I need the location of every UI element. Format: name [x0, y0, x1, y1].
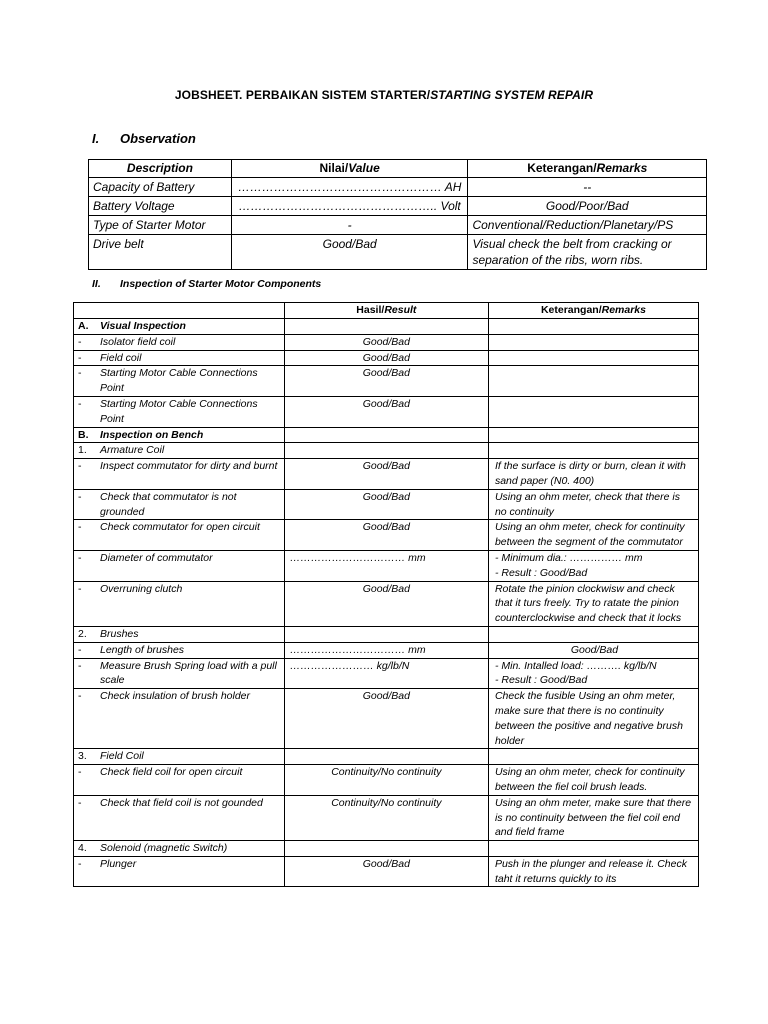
- header-text: Nilai/: [319, 161, 349, 175]
- cell-result: Good/Bad: [284, 334, 488, 350]
- cell-remarks: [488, 350, 698, 366]
- cell-remarks: --: [468, 178, 707, 197]
- remark-line: - Minimum dia.: …………… mm: [494, 551, 643, 564]
- cell-description: Drive belt: [89, 235, 232, 270]
- cell-item: [74, 642, 285, 658]
- cell-remarks: [488, 626, 698, 642]
- cell-result: Good/Bad: [284, 520, 488, 551]
- table-row: [74, 334, 699, 350]
- table-row: [74, 489, 699, 520]
- remark-line: Using an ohm meter, make sure that there is no continuity between the fiel coil end and field frame: [494, 796, 692, 839]
- item-bullet: -: [78, 659, 82, 672]
- cell-item: [74, 689, 285, 749]
- cell-result: [284, 443, 488, 459]
- table-row: [89, 216, 707, 235]
- header-text: Keterangan/: [540, 304, 602, 316]
- cell-remarks: [488, 366, 698, 397]
- item-bullet: 3.: [78, 750, 87, 763]
- table-row: [74, 350, 699, 366]
- cell-item: [74, 841, 285, 857]
- table-row: [74, 642, 699, 658]
- cell-item: [74, 581, 285, 626]
- observation-table: [88, 159, 707, 270]
- header-text-italic: Remarks: [601, 304, 646, 316]
- item-bullet: 2.: [78, 627, 87, 640]
- item-label: Visual Inspection: [100, 320, 186, 332]
- item-label: Field Coil: [100, 750, 144, 763]
- cell-description: Type of Starter Motor: [89, 216, 232, 235]
- item-bullet: -: [78, 690, 82, 703]
- remark-line: Using an ohm meter, check for continuity between the fiel coil brush leads.: [494, 766, 685, 793]
- cell-item: [74, 489, 285, 520]
- cell-item: [74, 350, 285, 366]
- item-label: Check that field coil is not gounded: [100, 796, 263, 809]
- cell-remarks: [488, 319, 698, 335]
- item-label: Check field coil for open circuit: [100, 766, 243, 779]
- inspection-header-remarks: [488, 303, 698, 319]
- remark-line: - Result : Good/Bad: [494, 566, 588, 579]
- cell-result: Continuity/No continuity: [284, 795, 488, 840]
- cell-item: [74, 334, 285, 350]
- cell-result: Good/Bad: [284, 366, 488, 397]
- cell-item: [74, 765, 285, 796]
- item-bullet: A.: [78, 320, 89, 332]
- cell-item: [74, 550, 285, 581]
- item-label: Inspect commutator for dirty and burnt: [100, 460, 278, 473]
- cell-item: [74, 626, 285, 642]
- remark-line: - Min. Intalled load: ………. kg/lb/N: [494, 659, 657, 672]
- table-row: [89, 235, 707, 270]
- section-1-label: Observation: [120, 131, 196, 146]
- cell-remarks: Good/Poor/Bad: [468, 197, 707, 216]
- cell-result: …………………… kg/lb/N: [284, 658, 488, 689]
- cell-item: [74, 795, 285, 840]
- inspection-header-result: [284, 303, 488, 319]
- header-text-italic: Value: [348, 161, 380, 175]
- cell-remarks: [488, 795, 698, 840]
- cell-value: -: [231, 216, 468, 235]
- inspection-table: [73, 302, 699, 887]
- cell-remarks: [488, 459, 698, 490]
- item-label: Check that commutator is not grounded: [100, 490, 237, 518]
- remark-line: Rotate the pinion clockwisw and check that it turs freely. Try to ratate the pinion counterclockwise and check that it locks: [494, 582, 682, 625]
- header-text: Keterangan/: [527, 161, 597, 175]
- cell-remarks: [488, 689, 698, 749]
- item-label: Length of brushes: [100, 643, 185, 656]
- cell-result: Good/Bad: [284, 489, 488, 520]
- section-2-number: II.: [92, 278, 101, 290]
- item-bullet: -: [78, 367, 82, 380]
- cell-item: [74, 396, 285, 427]
- remark-line: Check the fusible Using an ohm meter, make sure that there is no continuity between the positive and negative brush holder: [494, 690, 683, 747]
- cell-remarks: Visual check the belt from cracking or separation of the ribs, worn ribs.: [468, 235, 707, 270]
- item-bullet: -: [78, 766, 82, 779]
- header-text: Description: [126, 161, 193, 175]
- item-label: Isolator field coil: [100, 335, 176, 348]
- cell-result: [284, 427, 488, 443]
- cell-item: [74, 658, 285, 689]
- table-row: [74, 581, 699, 626]
- item-label: Diameter of commutator: [100, 551, 213, 564]
- cell-remarks: [488, 642, 698, 658]
- cell-item: [74, 459, 285, 490]
- section-2-heading: [92, 278, 321, 290]
- item-bullet: -: [78, 460, 82, 473]
- cell-remarks: [488, 581, 698, 626]
- item-label: Starting Motor Cable Connections Point: [100, 367, 258, 395]
- item-label: Plunger: [100, 857, 137, 870]
- cell-remarks: [488, 749, 698, 765]
- cell-description: Battery Voltage: [89, 197, 232, 216]
- item-bullet: 1.: [78, 444, 87, 457]
- item-label: Measure Brush Spring load with a pull scale: [100, 659, 277, 687]
- remark-line: - Result : Good/Bad: [494, 674, 588, 687]
- table-row: [74, 459, 699, 490]
- table-row: [74, 856, 699, 887]
- cell-result: [284, 841, 488, 857]
- header-text-italic: Remarks: [596, 161, 648, 175]
- item-bullet: -: [78, 397, 82, 410]
- cell-remarks: [488, 489, 698, 520]
- table-row: [74, 749, 699, 765]
- remark-line: Push in the plunger and release it. Check taht it returns quickly to its: [494, 857, 687, 885]
- section-1-heading: [92, 131, 196, 146]
- table-row: [74, 765, 699, 796]
- item-label: Brushes: [100, 627, 139, 640]
- table-row: [89, 197, 707, 216]
- remark-line: Using an ohm meter, check that there is no continuity: [494, 490, 680, 518]
- table-row: [74, 689, 699, 749]
- item-label: Check commutator for open circuit: [100, 521, 260, 534]
- cell-value: Good/Bad: [231, 235, 468, 270]
- title-italic: STARTING SYSTEM REPAIR: [430, 88, 594, 102]
- table-row: [74, 626, 699, 642]
- item-bullet: -: [78, 335, 82, 348]
- item-bullet: -: [78, 551, 82, 564]
- table-row: [74, 319, 699, 335]
- cell-item: [74, 366, 285, 397]
- inspection-header-item: [74, 303, 285, 319]
- cell-result: …………………………… mm: [284, 550, 488, 581]
- cell-remarks: [488, 520, 698, 551]
- inspection-header-row: [74, 303, 699, 319]
- item-bullet: -: [78, 857, 82, 870]
- inspection-table-body: [74, 319, 699, 887]
- cell-result: …………………………… mm: [284, 642, 488, 658]
- cell-result: [284, 626, 488, 642]
- table-row: [74, 366, 699, 397]
- cell-item: [74, 427, 285, 443]
- cell-remarks: [488, 334, 698, 350]
- item-bullet: 4.: [78, 842, 87, 855]
- remark-line: Using an ohm meter, check for continuity between the segment of the commutator: [494, 521, 685, 549]
- title-main: JOBSHEET. PERBAIKAN SISTEM STARTER/: [174, 88, 431, 102]
- item-label: Armature Coil: [100, 444, 165, 457]
- cell-item: [74, 319, 285, 335]
- section-1-number: I.: [92, 131, 100, 146]
- item-bullet: -: [78, 490, 82, 503]
- item-bullet: -: [78, 582, 82, 595]
- item-bullet: -: [78, 521, 82, 534]
- item-label: Starting Motor Cable Connections Point: [100, 397, 258, 425]
- cell-remarks: Conventional/Reduction/Planetary/PS: [468, 216, 707, 235]
- header-text-italic: Result: [384, 304, 417, 316]
- item-bullet: B.: [78, 428, 89, 441]
- item-label: Field coil: [100, 351, 142, 364]
- cell-description: Capacity of Battery: [89, 178, 232, 197]
- remark-line: Good/Bad: [570, 643, 619, 656]
- cell-result: [284, 749, 488, 765]
- cell-item: [74, 443, 285, 459]
- item-label: Inspection on Bench: [100, 428, 204, 441]
- table-row: [74, 841, 699, 857]
- observation-header-remarks: [468, 160, 707, 178]
- cell-value: …………………………………………… AH: [231, 178, 468, 197]
- item-bullet: -: [78, 351, 82, 364]
- cell-item: [74, 856, 285, 887]
- cell-remarks: [488, 856, 698, 887]
- cell-result: Good/Bad: [284, 856, 488, 887]
- cell-value: ………………………………………….. Volt: [231, 197, 468, 216]
- cell-item: [74, 520, 285, 551]
- item-bullet: -: [78, 643, 82, 656]
- remark-line: If the surface is dirty or burn, clean it with sand paper (N0. 400): [494, 460, 686, 487]
- item-label: Solenoid (magnetic Switch): [100, 842, 228, 855]
- cell-item: [74, 749, 285, 765]
- observation-header-description: [89, 160, 232, 178]
- cell-remarks: [488, 443, 698, 459]
- table-row: [74, 443, 699, 459]
- cell-result: Continuity/No continuity: [284, 765, 488, 796]
- table-row: [74, 520, 699, 551]
- cell-remarks: [488, 550, 698, 581]
- observation-header-value: [231, 160, 468, 178]
- cell-result: Good/Bad: [284, 396, 488, 427]
- cell-remarks: [488, 396, 698, 427]
- cell-result: Good/Bad: [284, 350, 488, 366]
- table-row: [74, 427, 699, 443]
- cell-result: [284, 319, 488, 335]
- table-row: [74, 550, 699, 581]
- table-row: [74, 396, 699, 427]
- observation-header-row: [89, 160, 707, 178]
- table-row: [74, 658, 699, 689]
- item-label: Overruning clutch: [100, 582, 183, 595]
- cell-remarks: [488, 765, 698, 796]
- cell-remarks: [488, 427, 698, 443]
- section-2-label: Inspection of Starter Motor Components: [120, 278, 322, 290]
- cell-remarks: [488, 658, 698, 689]
- table-row: [74, 795, 699, 840]
- cell-result: Good/Bad: [284, 459, 488, 490]
- cell-result: Good/Bad: [284, 581, 488, 626]
- cell-result: Good/Bad: [284, 689, 488, 749]
- document-title: [0, 88, 768, 102]
- cell-remarks: [488, 841, 698, 857]
- table-row: [89, 178, 707, 197]
- header-text: Hasil/: [356, 304, 385, 316]
- item-bullet: -: [78, 796, 82, 809]
- item-label: Check insulation of brush holder: [100, 690, 251, 703]
